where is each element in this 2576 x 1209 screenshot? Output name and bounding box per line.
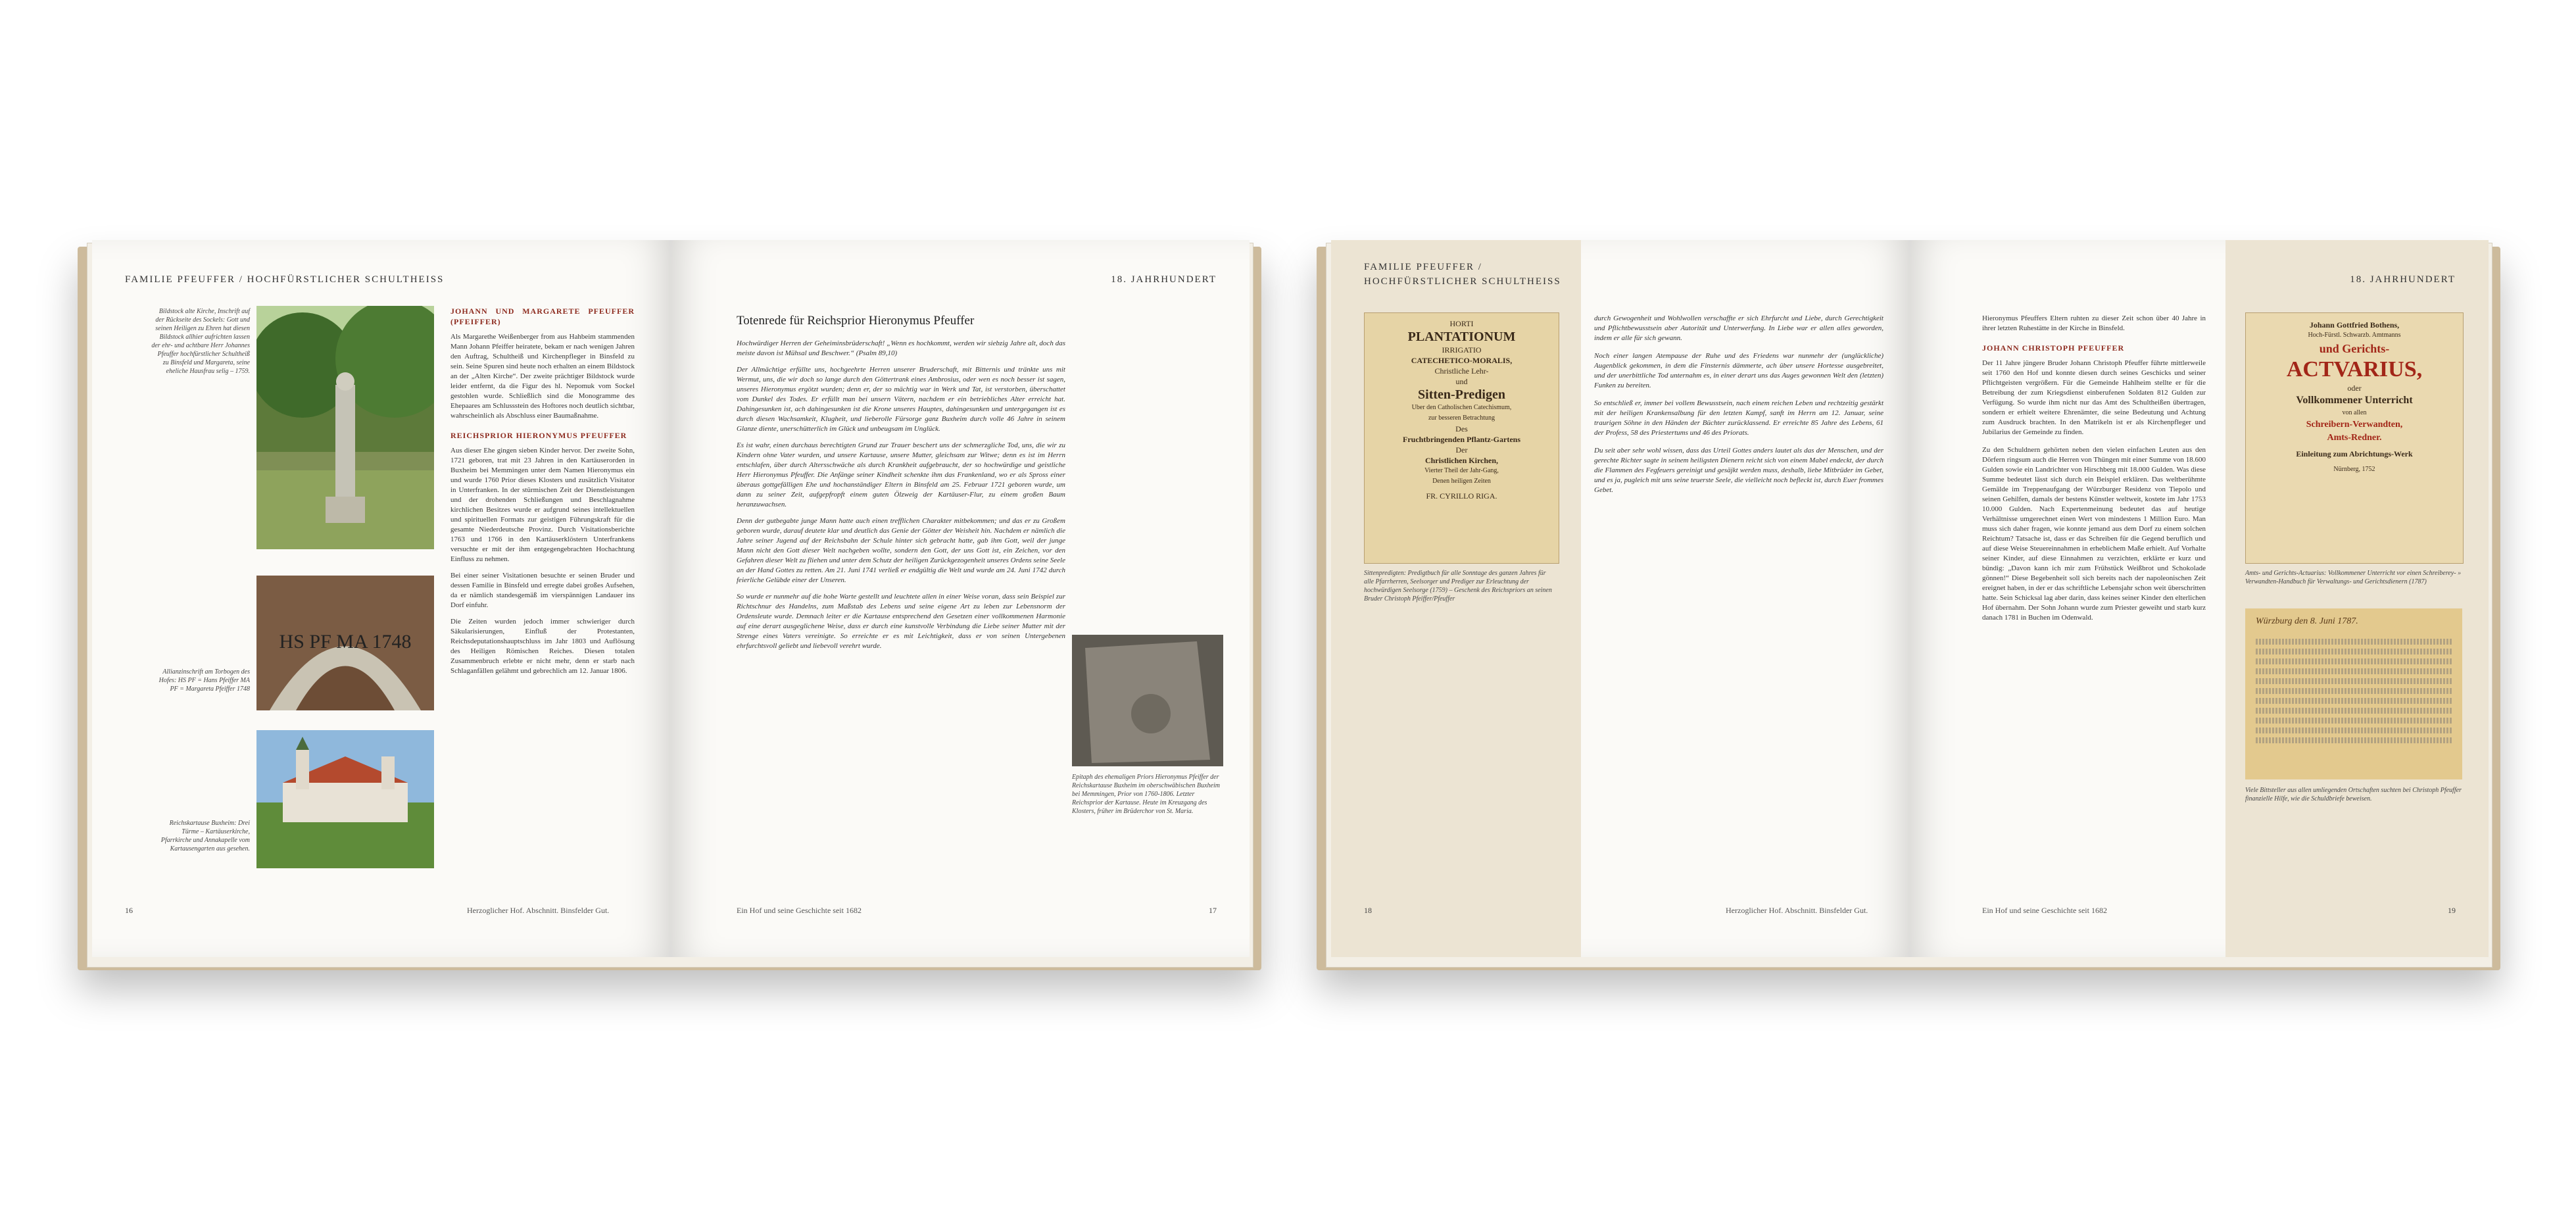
running-head: FAMILIE PFEUFFER / HOCHFÜRSTLICHER SCHULTHEISS bbox=[125, 274, 445, 285]
section-heading: JOHANN CHRISTOPH PFEUFFER bbox=[1982, 343, 2125, 353]
page-number: 17 bbox=[1209, 906, 1217, 915]
text-column bbox=[1982, 314, 2206, 623]
paragraph: Noch einer langen Atempause der Ruhe und des Friedens war nunmehr der (unglückliche) Augenblick gekommen, in dem die Finsternis dämmerte, ach über unsere Hortesse ausgebreitet, und der unerbittliche Tod unternahm es, in einer derart uns das Auges gewonnen Welt den (letzten) Funken zu bereiten. bbox=[1594, 352, 1883, 389]
book-line: und bbox=[1455, 377, 1468, 386]
bildstock-photo bbox=[256, 306, 434, 549]
book-line: Vierter Theil der Jahr-Gang, bbox=[1424, 467, 1499, 474]
sermon-book-scan bbox=[1364, 312, 1559, 564]
epitaph-photo bbox=[1072, 635, 1223, 766]
book-line: Schreibern-Verwandten, bbox=[2306, 420, 2403, 430]
page-17 bbox=[671, 240, 1250, 957]
page-16 bbox=[92, 240, 671, 957]
book-line: Uber den Catholischen Catechismum, bbox=[1411, 404, 1512, 411]
page-footer: Herzoglicher Hof. Abschnitt. Binsfelder Gut. bbox=[1726, 906, 1868, 915]
paragraph: Der 11 Jahre jüngere Bruder Johann Christoph Pfeuffer führte mittlerweile seit 1760 den Hof und konnte diesen durch seines Geschicks und seiner Pflichtgeisten vergrößern. Für die Gemeinde Hahlheim stellte er für die Betreibung der zum Kriegsdienst einberufenen Soldaten 812 Gulden zur Verfügung. So wurde ihm nicht nur das Amt des Schultheißen übertragen, sondern er erhielt weitere Ehrenämter, die seine Bedeutung und Achtung zum Ausdruck brachten. In den Matrikeln ist er als Kirchenpfleger und Jubilarius der Gemeinde zu finden. bbox=[1982, 359, 2206, 436]
paragraph: Als Margarethe Weißenberger from aus Hahbeim stammenden Mann Johann Pfeiffer heiratete, bekam er nach wenigen Jahren den Auftrag, Schultheiß und Kirchenpfleger in Binsfeld zu sein. Seine Spuren sind heute noch erhalten an einem Bildstock an der „Alten Kirche“. Der zweite prächtiger Bildstock wurde leider entfernt, da die Figur des hl. Nepomuk vom Sockel gestohlen wurde. Schließlich sind die Monogramme des Ehepaares am Schlussstein des Hoftores noch deutlich sichtbar, wahrscheinlich als Abschluss einer Baumaßnahme. bbox=[450, 333, 635, 420]
paragraph: So wurde er nunmehr auf die hohe Warte gestellt und leuchtete allen in einer Weise voran, dass sein Beispiel zur Richtschnur des Handelns, zum Maßstab des Lebens und seine eigene Art zu leben zur Lebensnorm der Ordensleute wurde. Demnach leiter er die Kartause entsprechend den Gesetzen einer vollkommenen Harmonie auf eine derart ausgeglichene Weise, dass er durch eine kunstvolle Verbindung die Liebe seiner Mutter mit der Strenge eines Vaters vereinigte. So erreichte er es mit Leichtigkeit, dass er von seinen Untergebenen ehrfurchtsvoll geliebt und liebevoll verehrt wurde. bbox=[737, 593, 1065, 650]
photo-caption: Viele Bittsteller aus allen umliegenden Ortschaften suchten bei Christoph Pfeuffer finanzielle Hilfe, wie die Schuldbriefe beweisen. bbox=[2245, 787, 2462, 802]
running-head bbox=[1364, 260, 1561, 289]
paragraph: Hieronymus Pfeuffers Eltern ruhten zu dieser Zeit schon über 40 Jahre in ihrer letzten Ruhestätte in der Kirche in Binsfeld. bbox=[1982, 314, 2206, 332]
running-head: 18. JAHRHUNDERT bbox=[1111, 274, 1217, 285]
running-head-line: HOCHFÜRSTLICHER SCHULTHEISS bbox=[1364, 276, 1561, 287]
text-column bbox=[737, 339, 1065, 651]
book-line: Vollkommener Unterricht bbox=[2296, 395, 2413, 406]
book-spread-2 bbox=[1317, 240, 2500, 977]
paragraph: Die Zeiten wurden jedoch immer schwieriger durch Säkularisierungen, Einfluß der Protestanten, Reichsdeputationshauptschluss im Jahr 1803 und Auflösung des Heiligen Römischen Reiches. Diesen totalen Zusammenbruch erlebte er nicht mehr, denn er starb nach Schlaganfällen gelähmt und gebrechlich am 12. Januar 1806. bbox=[450, 618, 635, 675]
book-line: PLANTATIONUM bbox=[1407, 330, 1516, 344]
paragraph: Es ist wahr, einen durchaus berechtigten Grund zur Trauer beschert uns der schmerzgliche Tod, uns, die wir zu Kindern ohne Vater wurden, und unsere Kartause, unsere Mutter, gleichsam zur Witwe; denn es ist im Herrn entschlafen, über durch Altersschwäche als durch Krankheit aufgebraucht, der so hochwürdige und geistliche Herr Hieronymus Pfeuffer. Die Anfänge seiner Kindheit schenkte ihm das Frankenland, wo er als Spross einer überaus gottgefälligen Ehe und hochanständiger Eltern in Binsfeld am 25. Februar 1721 geboren wurde, um dann zu seiner Zeit, aufgepfropft einem guten Ölzweig der Kartäuser-Flur, zu einem großen Baum heranzuwachsen. bbox=[737, 441, 1065, 508]
book-line: Hoch-Fürstl. Schwarzb. Amtmanns bbox=[2308, 332, 2401, 339]
actuarius-book-scan bbox=[2245, 312, 2464, 564]
stone-inscription: HS PF MA 1748 bbox=[279, 631, 412, 653]
letter-header: Würzburg den 8. Juni 1787. bbox=[2256, 616, 2358, 626]
photo-caption: Reichskartause Buxheim: Drei Türme – Kartäuserkirche, Pfarrkirche und Annakapelle vom Kartausengarten aus gesehen. bbox=[160, 820, 250, 852]
text-column bbox=[1594, 314, 1883, 495]
book-line: Einleitung zum Abrichtungs-Werk bbox=[2296, 449, 2413, 458]
photo-caption: Epitaph des ehemaligen Priors Hieronymus Pfeiffer der Reichskartause Buxheim im oberschwäbischen Buxheim bei Memmingen, Prior von 1760-1806. Letzter Reichsprior der Kartause. Heute im Kreuzgang des Klosters, früher im Brüderchor von St. Maria. bbox=[1072, 774, 1220, 815]
paragraph: Zu den Schuldnern gehörten neben den vielen einfachen Leuten aus den Dörfern ringsum auch die Herren von Thüngen mit einer Summe von 18.600 Gulden sowie ein Landrichter von Hirschberg mit 18.000 Gulden. Was diese Summe bedeutet lässt sich durch ein Beispiel erklären. Das weltberühmte Gemälde im Treppenaufgang der Würzburger Residenz von Tiepolo und seinen Gehilfen, damals der bestens Künstler weltweit, kostete im Jahr 1753 10.000 Gulden. Nach Expertenmeinung bedeutet das auf heutige Verhältnisse umgerechnet einen Wert von mindestens 1 Million Euro. Man muss sich daher fragen, wie konnte jemand aus dem Dorf zu einem solchen Reichtum? Tatsache ist, dass er das Schreiben für die Gegend beruflich und auf diese Weise Steuereinnahmen in erheblichem Maße erhielt. Auf Vorhalte seiner Kinder, auf diese Einnahmen zu verzichten, erklärte er kurz und bündig: „Davon kann ich mir zum Frühstück Weißbrot und Schokolade gönnen!“ Diese Begebenheit soll sich bereits nach der napoleonischen Zeit ereignet haben, in der er das schriftliche Lebensjahr schon weit überschritten hatte. Sein Schicksal lag aber darin, dass keines seiner Kinder den elterlichen Hof übernahm. Der Sohn Johann wurde zum Priester geweiht und starb kurz danach 1781 in Buchen im Odenwald. bbox=[1982, 446, 2206, 622]
book-line: Christliche Lehr- bbox=[1434, 366, 1489, 376]
letter-scribbles bbox=[2245, 639, 2462, 743]
buxheim-photo bbox=[256, 730, 434, 868]
page-footer: Herzoglicher Hof. Abschnitt. Binsfelder Gut. bbox=[467, 906, 610, 915]
book-line: ACTVARIUS, bbox=[2286, 357, 2423, 382]
paragraph: durch Gewogenheit und Wohlwollen verschaffte er sich Ehrfurcht und Liebe, durch Gerechtigkeit und Pflichtbewusstsein aber Autorität und Unterwerfung. In Liebe war er allen alles geworden, indem er alle für sich gewann. bbox=[1594, 314, 1883, 342]
book-spread-1 bbox=[78, 240, 1261, 977]
photo-caption: Amts- und Gerichts-Actuarius: Vollkommener Unterricht vor einen Schreiberey- » Verwandten-Handbuch für Verwaltungs- und Gerichtsdienern (1787) bbox=[2245, 570, 2462, 585]
paragraph: Aus dieser Ehe gingen sieben Kinder hervor. Der zweite Sohn, 1721 geboren, trat mit 23 Jahren in den Kartäuserorden in Buxheim bei Memmingen unter dem Namen Hieronymus ein und wurde 1760 Prior dieses Klosters und zusätzlich Visitator in Unterfranken. In der stürmischen Zeit der Dienstleistungen und der drohenden Schließungen und Beschlagnahme kirchlichen Besitzes wurde er aufgrund seines intellektuellen und spirituellen Formats zur geistigen Führungskraft für die gesamte Niederdeutsche Provinz. Durch Visitationsberichte 1763 und 1766 in den Kartäuserklöstern Unterfrankens versuchte er mit der ihm entgegengebrachten Hochachtung Einfluss zu nehmen. bbox=[450, 447, 635, 563]
text-column bbox=[450, 306, 635, 676]
book-line: Denen heiligen Zeiten bbox=[1432, 478, 1491, 485]
page-footer: Ein Hof und seine Geschichte seit 1682 bbox=[1982, 906, 2107, 915]
page-footer: Ein Hof und seine Geschichte seit 1682 bbox=[737, 906, 862, 915]
running-head-line: FAMILIE PFEUFFER / bbox=[1364, 262, 1482, 272]
paragraph: Du seit aber sehr wohl wissen, dass das Urteil Gottes anders lautet als das der Menschen, und der gerechte Richter sagte in seinem heiligsten Dienern reicht sich von einem Mabel endeckt, der durch die Flammen des Fegfeuers gereinigt und gesäjkt werden muss, deshalb, liebe Mitbrüder im Gebet, und es ja, pugleich mit uns seine teuerste Seele, die vielleicht noch befleckt ist, durch Euer frommes Gebet. bbox=[1594, 447, 1883, 494]
book-line: IRRIGATIO bbox=[1442, 345, 1482, 355]
section-heading: JOHANN UND MARGARETE PFEUFFER (PFEIFFER) bbox=[450, 307, 635, 326]
book-line: von allen bbox=[2342, 409, 2367, 416]
page-number: 19 bbox=[2448, 906, 2456, 915]
paragraph: Denn der gutbegabte junge Mann hatte auch einen trefflichen Charakter mitbekommen; und das er zu Großem geboren wurde, darauf deutete klar und deutlich das Genie der Götter der Weisheit hin. Nachdem er nämlich die Jahre seiner Jugend auf der Reichsbahn der Schule hinter sich gebracht hatte, gab ihm Gott, weil der junge Mann nicht den Gott dieser Welt nachgeben wollte, sondern den Gott, der uns Gott ist, ein Zeichen, vor den Gefahren dieser Welt zu fliehen und unter dem Schutz der heiligen Zurückgezogenheit unseres Ordens seine Seele an der Hand Gottes zu retten. Am 21. Juni 1741 verließ er endgültig die Welt und wurde am 24. Juni 1742 durch feierliche Gelübde einer der Unseren. bbox=[737, 517, 1065, 584]
page-18 bbox=[1331, 240, 1910, 957]
article-title: Totenrede für Reichsprior Hieronymus Pfeuffer bbox=[737, 314, 975, 328]
book-line: Sitten-Predigen bbox=[1418, 387, 1505, 402]
book-line: oder bbox=[2347, 383, 2362, 393]
book-line: Nürnberg, 1752 bbox=[2333, 466, 2375, 473]
photo-caption: Bildstock alte Kirche, Inschrift auf der Rückseite des Sockels: Gott und seinen Heiligen zu Ehren hat diesen Bildstock allhier aufrichten lassen der ehr- und achtbare Herr Johannes Pfeuffer hochfürstlicher Schultheiß zu Binsfeld und Margareta, seine eheliche Hausfrau selig – 1759. bbox=[151, 308, 250, 375]
page-number: 16 bbox=[125, 906, 133, 915]
book-line: Johann Gottfried Bothens, bbox=[2309, 320, 2400, 330]
page-number: 18 bbox=[1364, 906, 1372, 915]
paragraph: Der Allmächtige erfüllte uns, hochgeehrte Herren unserer Bruderschaft, mit Bitternis und tränkte uns mit Wermut, uns, die wir doch so lange durch den Göttertrank eines Ambrosius, oder wen es noch besser ist sagen, unseres Hieronymus ergötzt wurden; denn er, der so mächtig war in Werk und Tat, ist verstorben, überschattet vom Dunkel des Todes. Er erfüllt man bei unsern Vätern, nachdem er ein betriebliches Alter erreicht hat. Dahingesunken ist, ach dahingesunken ist die Krone unseres Hauptes, dahingesunken und untergegangen ist es durch diesen Wachsamkeit, Klugheit, und lieberolle Fürsorge ganz Buxheim durch volle 46 Jahre in seinem Glanze diente, unerschütterlich im Glück und unbeugsam im Unglück. bbox=[737, 366, 1065, 433]
book-line: Fruchtbringenden Pflantz-Gartens bbox=[1403, 435, 1520, 444]
book-line: und Gerichts- bbox=[2319, 342, 2390, 355]
book-line: Der bbox=[1455, 445, 1468, 455]
book-line: zur besseren Betrachtung bbox=[1428, 414, 1495, 422]
book-line: Amts-Redner. bbox=[2327, 433, 2382, 443]
photo-caption: Allianzinschrift am Torbogen des Hofes: HS PF = Hans Pfeiffer MA PF = Margareta Pfeiffer 1748 bbox=[158, 668, 250, 693]
running-head: 18. JAHRHUNDERT bbox=[2350, 274, 2456, 285]
book-line: Christlichen Kirchen, bbox=[1424, 456, 1499, 465]
book-line: FR. CYRILLO RIGA. bbox=[1426, 491, 1497, 501]
section-heading: REICHSPRIOR HIERONYMUS PFEUFFER bbox=[450, 431, 627, 440]
handwritten-letter-photo bbox=[2245, 608, 2462, 779]
paragraph: So entschließ er, immer bei vollem Bewusstsein, nach einem reichen Leben und rechtzeitig gestärkt mit der heiligen Krankensalbung für den letzten Kampf, sanft im Herrn am 12. Januar, seine traurigen Söhne in den Händen der Büchter zurücklassend. Er erreichte 85 Jahre des Lebens, 61 der Profess, 58 des Priestertums und 46 des Priorats. bbox=[1594, 399, 1883, 437]
photo-caption: Sittenpredigten: Predigtbuch für alle Sonntage des ganzen Jahres für alle Pfarrherren, Seelsorger und Prediger zur Erleuchtung der hochwürdigen Seelsorge (1759) – Geschenk des Reichspriors an seinen Bruder Christoph Pfeiffer/Pfeuffer bbox=[1364, 570, 1552, 603]
paragraph: Hochwürdiger Herren der Geheiminsbrüderschaft! „Wenn es hochkommt, werden wir siebzig Jahre alt, doch das meiste davon ist Mühsal und Beschwer.“ (Psalm 89,10) bbox=[737, 339, 1065, 357]
page-19 bbox=[1910, 240, 2489, 957]
hoftor-photo bbox=[256, 576, 434, 710]
book-line: CATECHETICO-MORALIS, bbox=[1411, 356, 1513, 365]
book-line: Des bbox=[1455, 424, 1468, 433]
paragraph: Bei einer seiner Visitationen besuchte er seinen Bruder und dessen Familie in Binsfeld und erregte dabei großes Aufsehen, da er nämlich standesgemäß im vierspännigen Landauer ins Dorf einfuhr. bbox=[450, 572, 635, 609]
book-line: HORTI bbox=[1449, 319, 1474, 328]
